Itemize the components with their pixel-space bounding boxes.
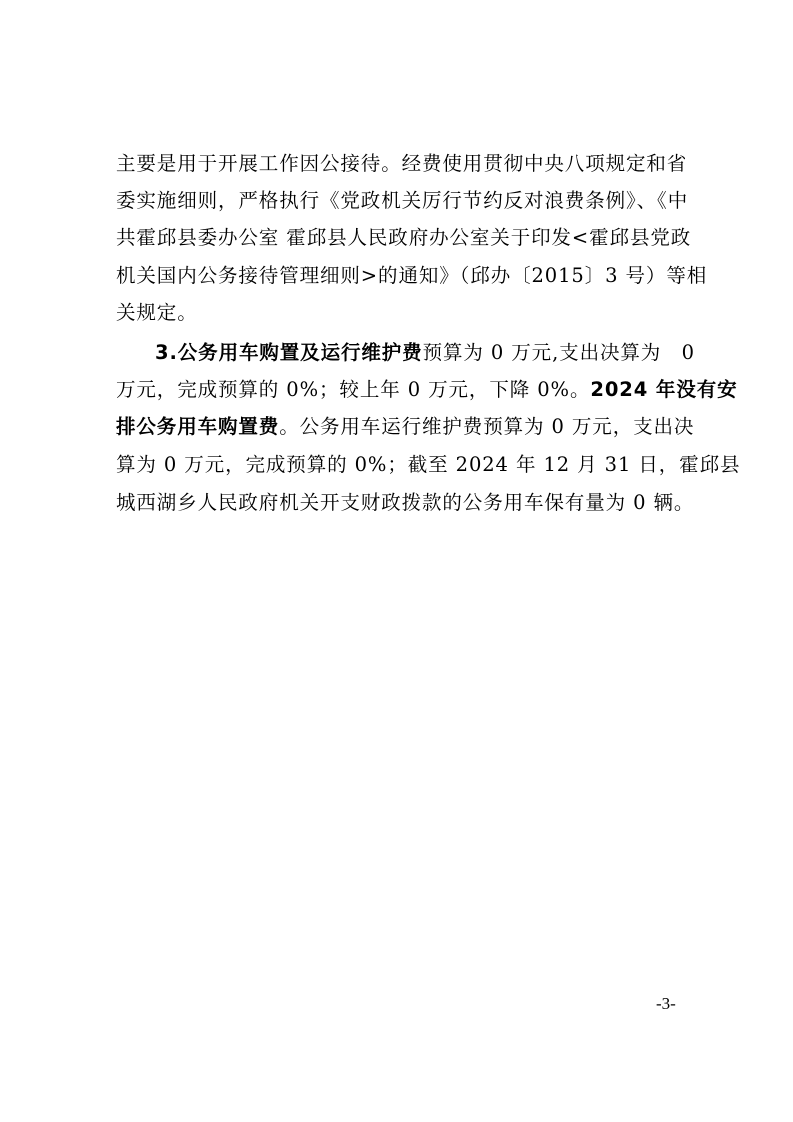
paragraph-2-line-4: 算为 0 万元，完成预算的 0%；截至 2024 年 12 月 31 日，霍邱县 — [116, 453, 741, 476]
paragraph-2-line-2-bold: 2024 年没有安 — [590, 378, 738, 401]
paragraph-2-line-2 — [116, 378, 738, 401]
paragraph-1-line-5: 关规定。 — [116, 301, 198, 324]
paragraph-2-line-5: 城西湖乡人民政府机关开支财政拨款的公务用车保有量为 0 辆。 — [116, 491, 695, 514]
paragraph-1-line-2: 委实施细则，严格执行《党政机关厉行节约反对浪费条例》、《中 — [116, 189, 689, 212]
paragraph-1-line-3: 共霍邱县委办公室 霍邱县人民政府办公室关于印发<霍邱县党政 — [116, 226, 692, 249]
paragraph-2-line-3-bold: 排公务用车购置费 — [116, 415, 280, 438]
paragraph-2-line-2-text: 万元，完成预算的 0%；较上年 0 万元，下降 0%。 — [116, 378, 591, 401]
page-number: -3- — [656, 994, 676, 1013]
paragraph-2-line-1 — [155, 343, 696, 363]
paragraph-2-line-3-text: 。公务用车运行维护费预算为 0 万元，支出决 — [279, 415, 695, 438]
paragraph-2-line-3 — [116, 417, 696, 437]
paragraph-1-line-4: 机关国内公务接待管理细则>的通知》（邱办〔2015〕3 号）等相 — [116, 264, 708, 287]
paragraph-1-line-1: 主要是用于开展工作因公接待。经费使用贯彻中央八项规定和省 — [116, 152, 688, 175]
section-heading: 3.公务用车购置及运行维护费 — [155, 341, 423, 364]
paragraph-2-line-1-text: 预算为 0 万元,支出决算为 0 — [422, 341, 695, 364]
